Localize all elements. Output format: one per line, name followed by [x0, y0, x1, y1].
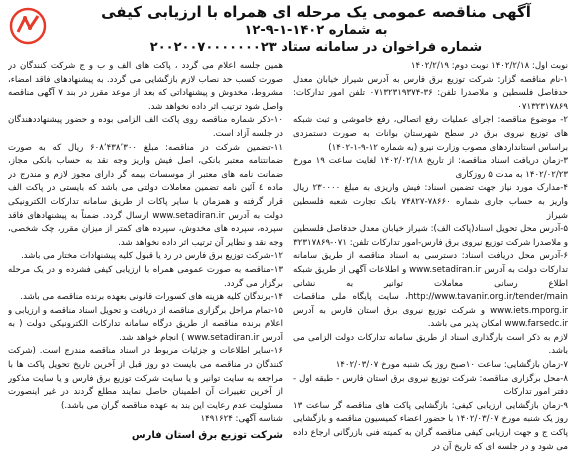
company-signature: شرکت توزیع برق استان فارس	[131, 430, 283, 442]
paragraph: ۱۵-تمام مراحل برگزاری مناقصه از دریافت و تحویل اسناد مناقصه و ارزیابی و اعلام برنده مناقصه از طریق درگاه سامانه تدارکات الکترونیکی دولت ( به آدرس www.setadiran.ir ) انجام خواهد شد.	[8, 305, 283, 343]
tender-number: به شماره ۱۴۰۲-۱-۹-۱۲	[244, 23, 388, 38]
paragraph: ۴-مدارک مورد نیاز جهت تضمین اسناد: فیش واریزی به مبلغ ۲۳۰۰۰۰ ریال واریز به حساب جاری شماره ۷۸۶۶۰-۷۴۸۲۷ بانک تجارت شعبه فلسطین شیراز	[293, 183, 568, 221]
left-column	[8, 60, 283, 470]
paragraph: ۱۰-ذکر شماره مناقصه روی پاکت الف الزامی بوده و حضور پیشنهاددهندگان در جلسه آزاد است.	[8, 115, 283, 139]
paragraph: ۱۱-تضمین شرکت در مناقصه: مبلغ ۶۰۸٬۴۳۸٬۳۰۰ ریال که به صورت ضمانتنامه معتبر بانکی، اصل فیش واریز وجه نقد به حساب بانکی مجاز، ضمانت نامه های معتبر از موسسات بیمه گر دارای مجوز لازم و مندرج در ماده ٤ آئین نامه تضمین معاملات دولتی می باشد که بایستی در پاکت الف قرار گرفته و همزمان با سایر پاکات از طریق سامانه تدارکات الکترونیکی دولت به آدرس www.setadiran.ir ارسال گردد. ضمناً به پیشنهادهای فاقد سپرده، سپرده های مخدوش، سپرده های کمتر از میزان مقرر، چک شخصی، وجه نقد و نظایر آن ترتیب اثر داده نخواهد شد.	[8, 142, 283, 248]
paragraph: ۹-زمان بازگشایی ارزیابی کیفی: بازگشایی پاکت های مناقصه گر ساعت ۱۳ روز یک شنبه مورخ ۱۴۰۲/۰۳/۰۷ با حضور اعضاء کمیسیون مناقصه و بازگشایی پاکت ج و جهت ارزیابی کیفی مناقصه گران به کمیته فنی بازرگانی ارجاع داده می شود و در جلسه ای که تاریخ آن در	[293, 400, 568, 452]
notice-header	[70, 3, 562, 56]
notice-body	[8, 60, 568, 470]
notice-id: شناسه آگهی: ۱۴۹۱۶۲۴	[200, 414, 283, 425]
utility-logo-icon	[8, 6, 48, 46]
paragraph: همین جلسه اعلام می گردد ، پاکت های الف و ب و ج شرکت کنندگان در صورت کسب حد نصاب لازم بازگشایی می گردد. به پیشنهادهای فاقد امضاء، مشروط، مخدوش و پیشنهاداتی که بعد از موعد مقرر در بند ۷ آگهی مناقصه واصل شود ترتیب اثر داده نخواهد شد.	[8, 61, 283, 112]
paragraph: ۷-زمان بازگشایی: ساعت ۱۰صبح روز یک شنبه مورخ ۱۴۰۲/۰۳/۰۷	[335, 360, 568, 371]
paragraph: ۱۲-شرکت توزیع برق فارس در رد یا قبول کلیه پیشنهادات مختار می باشد.	[20, 251, 283, 262]
paragraph: ۲- موضوع مناقصه: اجرای عملیات رفع اتصالی، رفع خاموشی و ثبت شبکه های توزیع نیروی برق در سطح شهرستان بوانات به صورت دستمزدی براساس استانداردهای مصوب وزارت نیرو (به شماره ۱۲-۹-۱-۱۴۰۲)	[293, 115, 568, 153]
paragraph: ۳-زمان دریافت اسناد مناقصه: از تاریخ ۱۴۰۲/۰۲/۱۸ لغایت ساعت ۱۹ مورخ ۱۴۰۲/۰۲/۲۳ به مدت ۵ روزکاری	[293, 156, 568, 180]
paragraph: ۱۶-سایر اطلاعات و جزئیات مربوط در اسناد مناقصه مندرج است. (شرکت کنندگان در مناقصه می بایست دو روز قبل از آخرین تاریخ تحویل پاکت ها با مراجعه به سایت توانیر و یا سایت شرکت توزیع برق فارس و یا سایت مذکور از آخرین تغییرات آن اطمینان حاصل نمایند مطلع گردند در غیر اینصورت مسئولیت عدم رعایت این بند به عهده مناقصه گران می باشد.)	[8, 346, 283, 411]
paragraph: ۵-آدرس محل تحویل اسناد(پاکت الف): شیراز خیابان معدل حدفاصل فلسطین و ملاصدرا شرکت توزیع نیروی برق فارس-امور تدارکات تلفن: ۰۷۱-۳۲۳۱۷۸۶۹	[293, 224, 568, 248]
paragraph: ۶-آدرس محل دریافت اسناد: دسترسی به اسناد مناقصه از طریق سامانه تدارکات دولت به آدرس www.setadiran.ir و اطلاعات آگهی از طریق شبکه اطلاع رسانی معاملات توانیر به نشانی http://www.tavanir.org.ir/tender/main، سایت پایگاه ملی مناقصات www.iets.mporg.ir و شرکت توزیع نیروی برق استان فارس به آدرس www.farsedc.ir امکان پذیر می باشد.	[293, 251, 568, 330]
right-column	[293, 60, 568, 470]
paragraph: ۱۴-برندگان کلیه هزینه های کسورات قانونی بعهده برنده مناقصه می باشد.	[20, 292, 283, 303]
setad-number: شماره فراخوان در سامانه ستاد ۲۰۰۲۰۰۷۰۰۰۰۰۰۰۲۳	[149, 40, 483, 55]
paragraph: لازم به ذکر است بارگذاری اسناد از طریق سامانه تدارکات دولت الزامی می باشد.	[293, 332, 568, 357]
paragraph: نوبت اول: ۱۴۰۲/۲/۱۸ نوبت دوم: ۱۴۰۲/۲/۱۹	[410, 61, 568, 71]
paragraph: ۱۳-مناقصه به صورت عمومی همراه با ارزیابی کیفی فشرده و در یک مرحله برگزار می گردد.	[8, 264, 283, 289]
paragraph: ۸-محل برگزاری مناقصه: شرکت توزیع نیروی برق استان فارس - طبقه اول - دفتر امور تدارکات	[293, 373, 568, 398]
notice-title: آگهی مناقصه عمومی یک مرحله ای همراه با ارزیابی کیفی	[101, 3, 531, 21]
paragraph: ۱-نام مناقصه گزار: شرکت توزیع برق فارس به آدرس شیراز خیابان معدل حدفاصل فلسطین و ملاصدرا تلفن: ۳۶-۰۷۱۳۲۳۱۹۳۷۴ تلفن امور تدارکات: ۰۷۱۳۲۳۱۷۸۶۹	[293, 74, 568, 112]
